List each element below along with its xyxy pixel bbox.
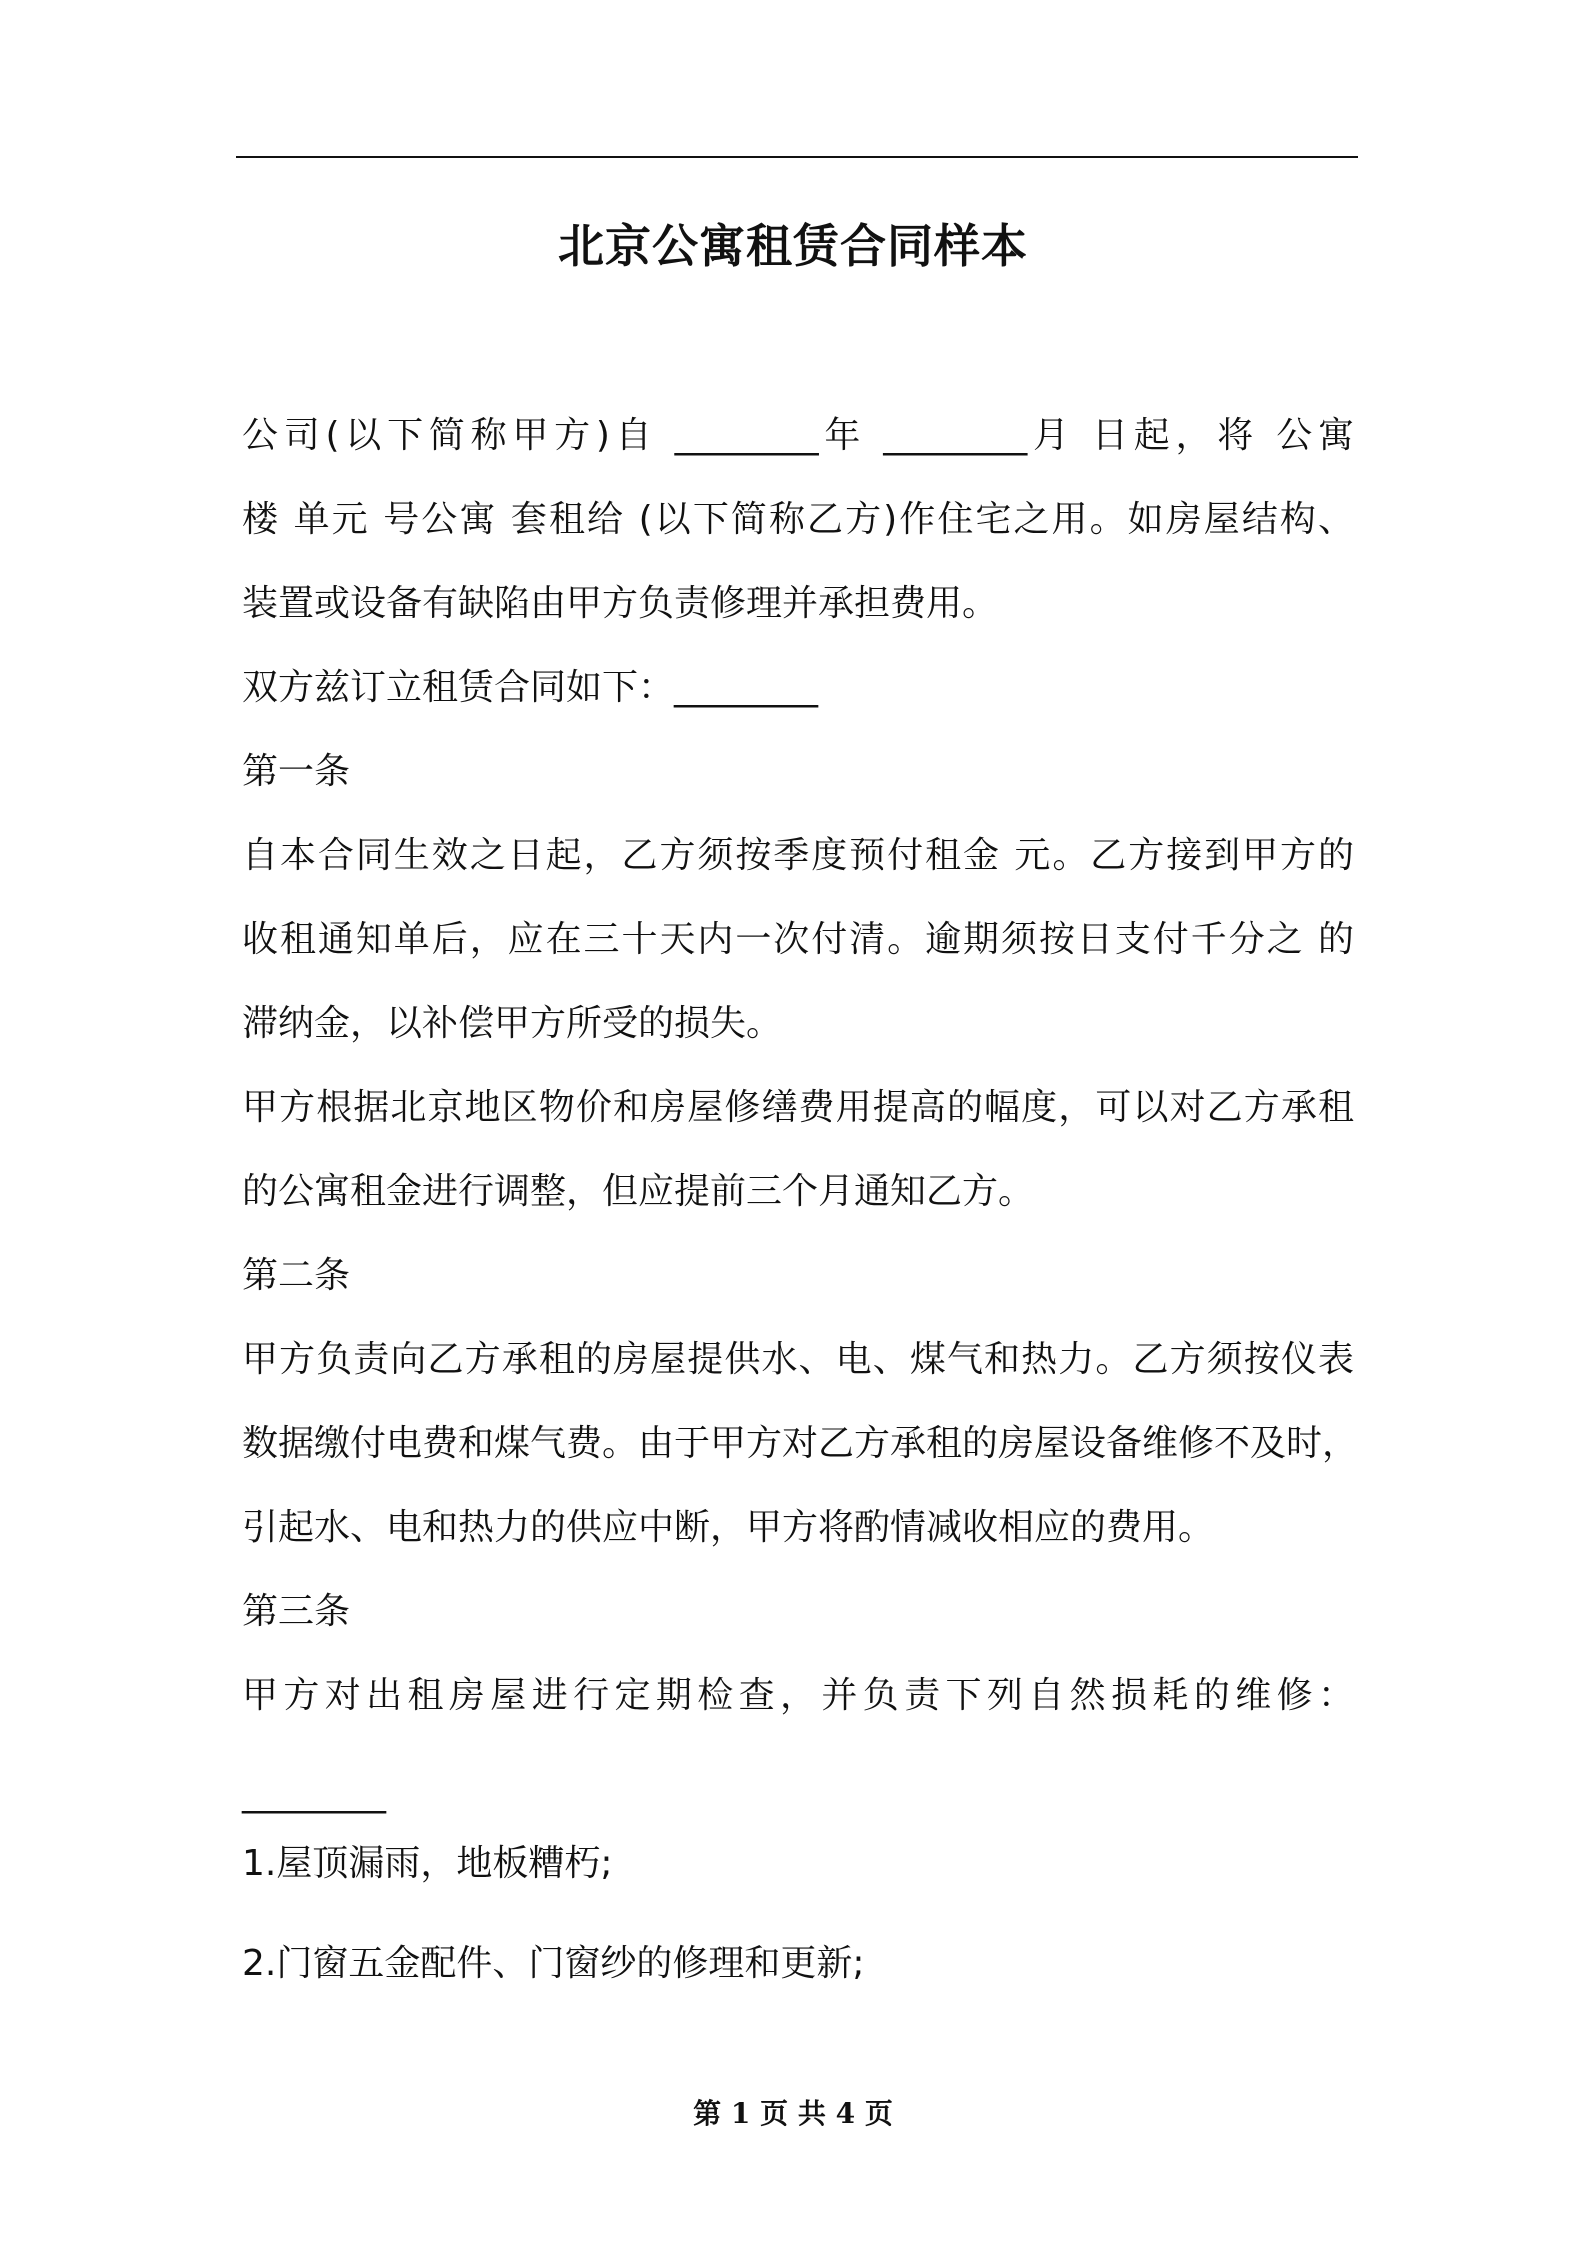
body-line-3: 装置或设备有缺陷由甲方负责修理并承担费用。: [242, 583, 999, 624]
body-line-9: 甲方根据北京地区物价和房屋修缮费用提高的幅度，可以对乙方承租: [242, 1087, 1354, 1128]
body-line-1: 公司(以下简称甲方)自 ________年 ________月 日起，将 公寓: [242, 415, 1354, 456]
body-line-12: 甲方负责向乙方承租的房屋提供水、电、煤气和热力。乙方须按仪表: [242, 1339, 1354, 1380]
body-line-6: 自本合同生效之日起，乙方须按季度预付租金 元。乙方接到甲方的: [242, 835, 1354, 876]
body-line-16: 甲方对出租房屋进行定期检查，并负责下列自然损耗的维修：: [242, 1675, 1354, 1716]
body-line-14: 引起水、电和热力的供应中断，甲方将酌情减收相应的费用。: [242, 1507, 1215, 1548]
article-3-heading: 第三条: [242, 1591, 351, 1632]
page-number: 第 1 页 共 4 页: [693, 2097, 893, 2130]
article-1-heading: 第一条: [242, 751, 351, 792]
body-line-8: 滞纳金，以补偿甲方所受的损失。: [242, 1003, 783, 1044]
body-line-4: 双方兹订立租赁合同如下：________: [242, 667, 819, 708]
blank-line: ________: [242, 1773, 386, 1814]
header-rule: [236, 156, 1358, 158]
article-2-heading: 第二条: [242, 1255, 351, 1296]
body-line-7: 收租通知单后，应在三十天内一次付清。逾期须按日支付千分之 的: [242, 919, 1354, 960]
list-item-2: 2.门窗五金配件、门窗纱的修理和更新;: [242, 1943, 865, 1984]
list-item-1: 1.屋顶漏雨，地板糟朽;: [242, 1843, 613, 1884]
body-line-13: 数据缴付电费和煤气费。由于甲方对乙方承租的房屋设备维修不及时，: [242, 1423, 1359, 1464]
body-line-10: 的公寓租金进行调整，但应提前三个月通知乙方。: [242, 1171, 1035, 1212]
document-title: 北京公寓租赁合同样本: [558, 219, 1028, 273]
body-line-2: 楼 单元 号公寓 套租给 (以下简称乙方)作住宅之用。如房屋结构、: [242, 499, 1354, 540]
